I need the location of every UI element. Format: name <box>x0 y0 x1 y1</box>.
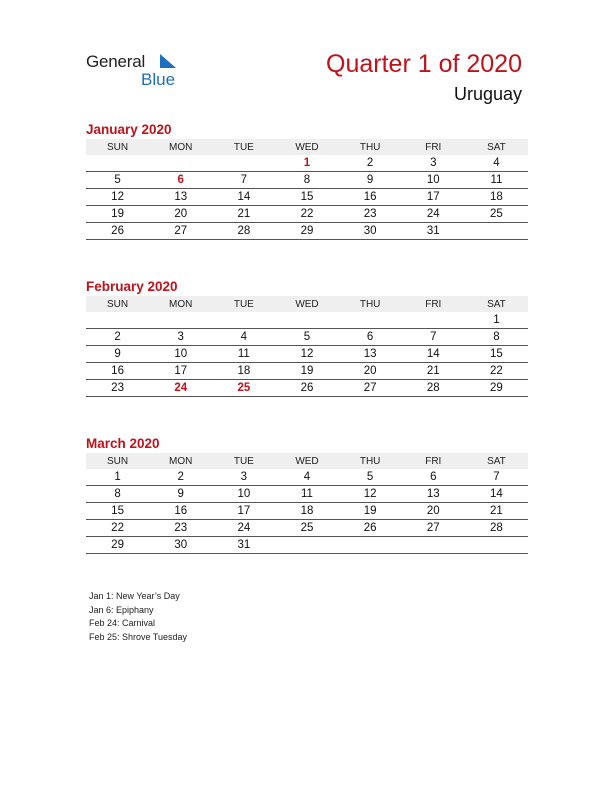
day-cell: 1 <box>275 155 338 172</box>
weekday-header: TUE <box>212 453 275 469</box>
weekday-header: WED <box>275 453 338 469</box>
day-cell: 13 <box>402 486 465 503</box>
logo-flag-icon <box>160 54 176 68</box>
day-cell: 18 <box>212 363 275 380</box>
day-cell: 26 <box>86 223 149 240</box>
week-row <box>86 329 528 346</box>
day-cell: 25 <box>212 380 275 397</box>
day-cell <box>275 312 338 329</box>
day-cell: 8 <box>86 486 149 503</box>
month-march <box>86 435 528 554</box>
page-title: Quarter 1 of 2020 <box>326 50 522 78</box>
day-cell <box>402 312 465 329</box>
day-cell: 10 <box>402 172 465 189</box>
day-cell: 29 <box>275 223 338 240</box>
weekday-header: WED <box>275 139 338 155</box>
day-cell: 6 <box>402 469 465 486</box>
logo-blue-text: Blue <box>141 70 176 89</box>
day-cell <box>339 537 402 554</box>
day-cell: 16 <box>149 503 212 520</box>
weekday-header: TUE <box>212 296 275 312</box>
weekday-header: SUN <box>86 139 149 155</box>
day-cell <box>402 537 465 554</box>
day-cell <box>149 155 212 172</box>
day-cell: 9 <box>339 172 402 189</box>
week-row <box>86 172 528 189</box>
holiday-note: Feb 25: Shrove Tuesday <box>89 631 188 642</box>
day-cell: 1 <box>465 312 528 329</box>
day-cell: 4 <box>212 329 275 346</box>
day-cell: 12 <box>275 346 338 363</box>
week-row <box>86 189 528 206</box>
holiday-note: Feb 24: Carnival <box>89 618 156 628</box>
day-cell: 28 <box>402 380 465 397</box>
month-january <box>86 121 528 240</box>
day-cell: 13 <box>339 346 402 363</box>
weekday-header: FRI <box>402 139 465 155</box>
day-cell: 16 <box>86 363 149 380</box>
day-cell: 24 <box>402 206 465 223</box>
day-cell: 2 <box>339 155 402 172</box>
day-cell: 15 <box>275 189 338 206</box>
day-cell: 10 <box>212 486 275 503</box>
day-cell: 14 <box>212 189 275 206</box>
day-cell: 28 <box>212 223 275 240</box>
day-cell <box>465 537 528 554</box>
day-cell: 21 <box>212 206 275 223</box>
calendar-table <box>86 296 528 397</box>
day-cell <box>86 312 149 329</box>
day-cell: 26 <box>339 520 402 537</box>
day-cell: 20 <box>149 206 212 223</box>
day-cell: 26 <box>275 380 338 397</box>
weekday-header: TUE <box>212 139 275 155</box>
day-cell: 19 <box>339 503 402 520</box>
day-cell: 10 <box>149 346 212 363</box>
day-cell: 22 <box>275 206 338 223</box>
day-cell: 20 <box>402 503 465 520</box>
week-row <box>86 363 528 380</box>
week-row <box>86 537 528 554</box>
day-cell: 31 <box>402 223 465 240</box>
day-cell: 19 <box>275 363 338 380</box>
day-cell: 12 <box>86 189 149 206</box>
holiday-notes <box>89 590 187 644</box>
week-row <box>86 520 528 537</box>
day-cell: 27 <box>339 380 402 397</box>
weekday-header: SUN <box>86 296 149 312</box>
day-cell: 31 <box>212 537 275 554</box>
day-cell: 24 <box>212 520 275 537</box>
day-cell: 25 <box>275 520 338 537</box>
day-cell <box>212 312 275 329</box>
month-title: January 2020 <box>86 122 172 137</box>
day-cell: 9 <box>149 486 212 503</box>
day-cell: 17 <box>212 503 275 520</box>
day-cell: 23 <box>339 206 402 223</box>
day-cell: 5 <box>275 329 338 346</box>
day-cell: 6 <box>339 329 402 346</box>
week-row <box>86 469 528 486</box>
day-cell: 25 <box>465 206 528 223</box>
day-cell: 12 <box>339 486 402 503</box>
day-cell: 1 <box>86 469 149 486</box>
day-cell: 15 <box>465 346 528 363</box>
day-cell: 27 <box>402 520 465 537</box>
day-cell: 19 <box>86 206 149 223</box>
logo <box>86 52 196 92</box>
day-cell: 27 <box>149 223 212 240</box>
day-cell: 30 <box>339 223 402 240</box>
day-cell: 2 <box>86 329 149 346</box>
week-row <box>86 155 528 172</box>
day-cell: 4 <box>465 155 528 172</box>
day-cell: 3 <box>402 155 465 172</box>
weekday-header: FRI <box>402 453 465 469</box>
day-cell: 3 <box>212 469 275 486</box>
day-cell: 13 <box>149 189 212 206</box>
day-cell: 15 <box>86 503 149 520</box>
day-cell: 11 <box>465 172 528 189</box>
day-cell: 17 <box>402 189 465 206</box>
day-cell: 11 <box>212 346 275 363</box>
day-cell: 5 <box>339 469 402 486</box>
day-cell: 24 <box>149 380 212 397</box>
weekday-header: FRI <box>402 296 465 312</box>
day-cell: 11 <box>275 486 338 503</box>
month-february <box>86 278 528 397</box>
day-cell: 7 <box>212 172 275 189</box>
weekday-header: THU <box>339 296 402 312</box>
day-cell: 4 <box>275 469 338 486</box>
day-cell: 14 <box>465 486 528 503</box>
weekday-header: SUN <box>86 453 149 469</box>
weekday-header: SAT <box>465 453 528 469</box>
country-name: Uruguay <box>453 84 522 104</box>
day-cell <box>86 155 149 172</box>
day-cell: 5 <box>86 172 149 189</box>
logo-general-text: General <box>86 52 146 71</box>
day-cell: 8 <box>465 329 528 346</box>
day-cell: 17 <box>149 363 212 380</box>
week-row <box>86 223 528 240</box>
day-cell: 28 <box>465 520 528 537</box>
day-cell <box>275 537 338 554</box>
calendar-table <box>86 453 528 554</box>
day-cell <box>149 312 212 329</box>
day-cell: 29 <box>465 380 528 397</box>
day-cell: 22 <box>465 363 528 380</box>
day-cell: 2 <box>149 469 212 486</box>
day-cell: 30 <box>149 537 212 554</box>
day-cell: 18 <box>275 503 338 520</box>
day-cell: 22 <box>86 520 149 537</box>
month-title: March 2020 <box>86 436 160 451</box>
day-cell: 8 <box>275 172 338 189</box>
weekday-header: MON <box>149 139 212 155</box>
weekday-header: MON <box>149 453 212 469</box>
day-cell: 29 <box>86 537 149 554</box>
day-cell: 16 <box>339 189 402 206</box>
day-cell: 23 <box>86 380 149 397</box>
day-cell: 3 <box>149 329 212 346</box>
weekday-header: WED <box>275 296 338 312</box>
day-cell <box>212 155 275 172</box>
weekday-header: THU <box>339 453 402 469</box>
week-row <box>86 380 528 397</box>
weekday-header: MON <box>149 296 212 312</box>
day-cell: 7 <box>402 329 465 346</box>
holiday-note: Jan 1: New Year’s Day <box>89 591 180 601</box>
calendar-table <box>86 139 528 240</box>
day-cell: 21 <box>465 503 528 520</box>
week-row <box>86 312 528 329</box>
month-title: February 2020 <box>86 279 178 294</box>
day-cell: 23 <box>149 520 212 537</box>
day-cell: 14 <box>402 346 465 363</box>
day-cell: 6 <box>149 172 212 189</box>
weekday-header: THU <box>339 139 402 155</box>
week-row <box>86 486 528 503</box>
weekday-header: SAT <box>465 296 528 312</box>
day-cell: 21 <box>402 363 465 380</box>
day-cell: 20 <box>339 363 402 380</box>
week-row <box>86 206 528 223</box>
day-cell <box>339 312 402 329</box>
day-cell: 9 <box>86 346 149 363</box>
holiday-note: Jan 6: Epiphany <box>89 604 154 615</box>
day-cell: 18 <box>465 189 528 206</box>
day-cell <box>465 223 528 240</box>
week-row <box>86 503 528 520</box>
day-cell: 7 <box>465 469 528 486</box>
week-row <box>86 346 528 363</box>
weekday-header: SAT <box>465 139 528 155</box>
